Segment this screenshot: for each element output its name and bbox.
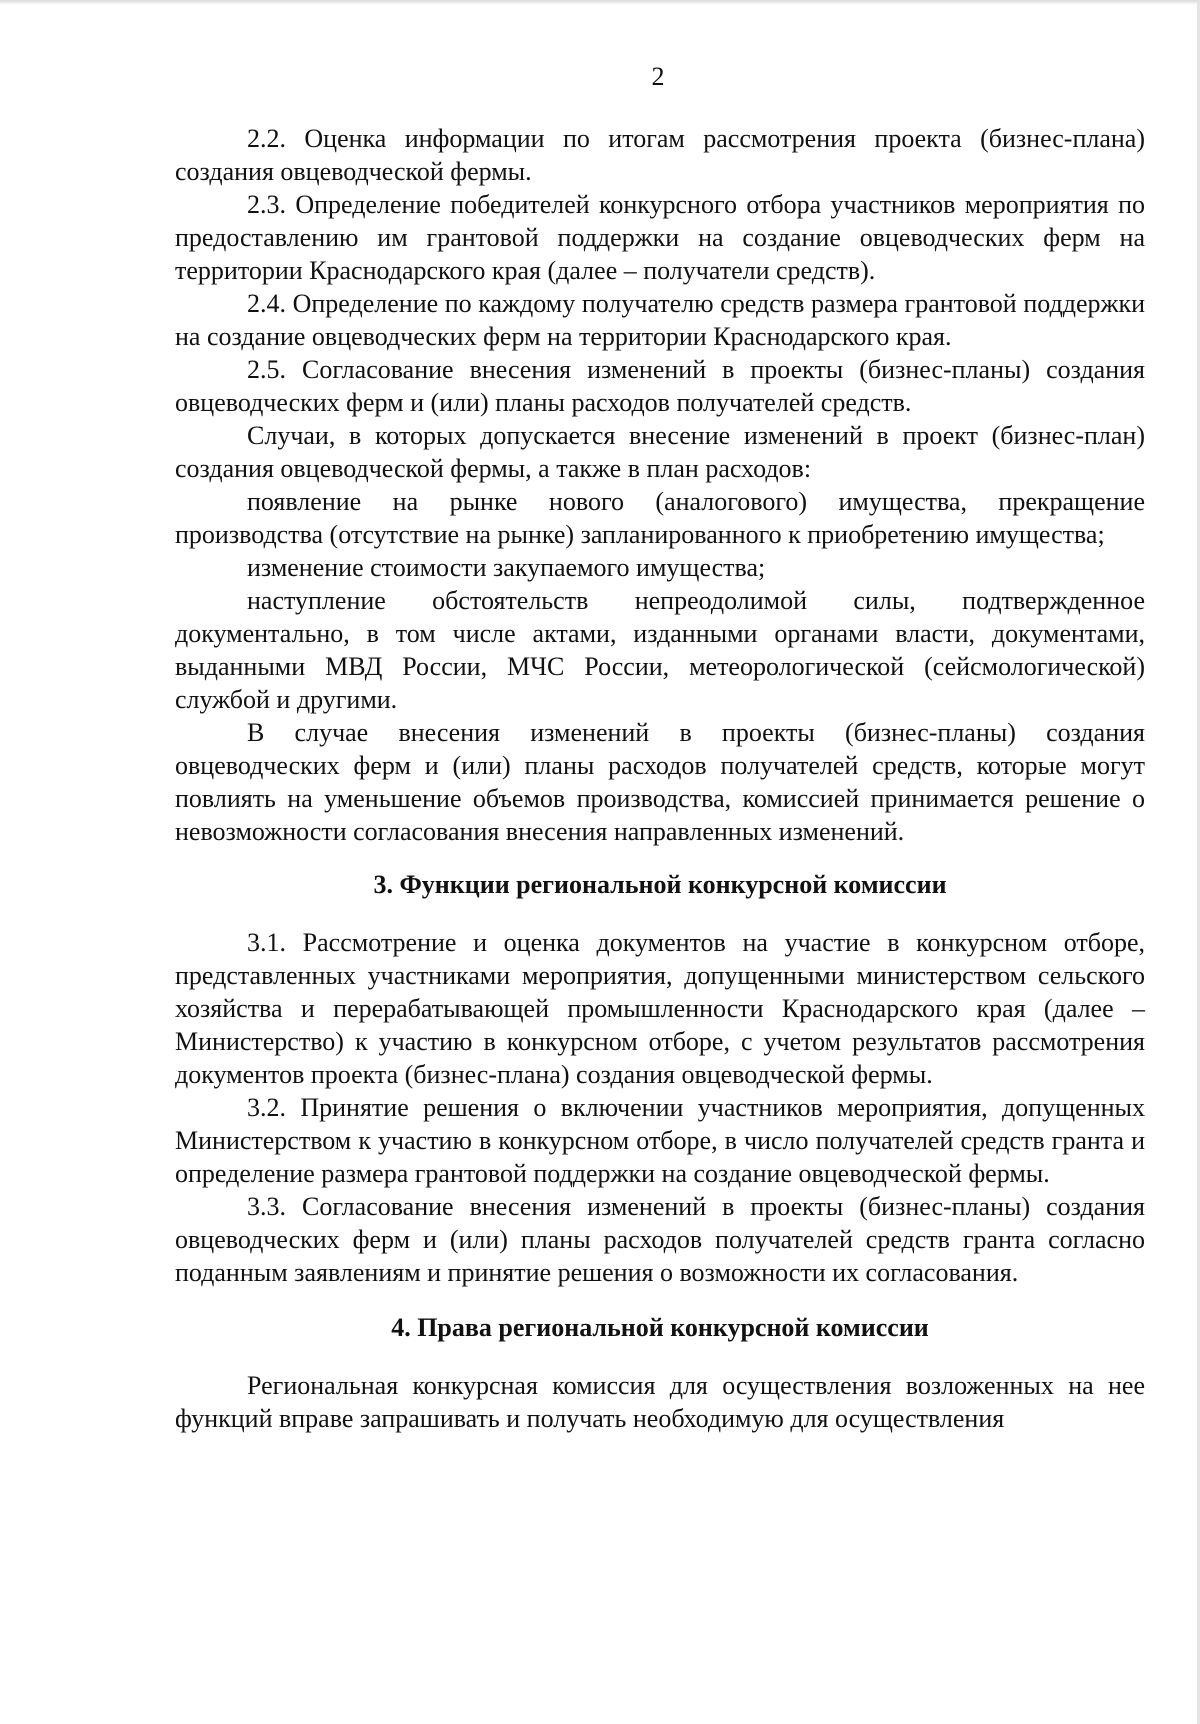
- paragraph-2-4: 2.4. Определение по каждому получателю средств размера грантовой поддержки на создание овцеводческих ферм на территории Краснодарского края.: [175, 289, 1145, 351]
- paragraph-3-2: 3.2. Принятие решения о включении участников мероприятия, допущенных Министерством к участию в конкурсном отборе, в число получателей средств гранта и определение размера грантовой поддержки на создание овцеводческой фермы.: [175, 1093, 1145, 1188]
- paragraph-change-decision: В случае внесения изменений в проекты (бизнес-планы) создания овцеводческих ферм и (или) планы расходов получателей средств, которые могут повлиять на уменьшение объемов производства, комиссией принимается решение о невозможности согласования внесения направленных изменений.: [175, 718, 1145, 846]
- paragraph-case-force-majeure: наступление обстоятельств непреодолимой силы, подтвержденное документально, в том числе актами, изданными органами власти, документами, выданными МВД России, МЧС России, метеорологической (сейсмологической) службой и другими.: [175, 586, 1145, 714]
- paragraph-case-new-property: появление на рынке нового (аналогового) имущества, прекращение производства (отсутствие на рынке) запланированного к приобретению имущества;: [175, 487, 1145, 549]
- paragraph-3-3: 3.3. Согласование внесения изменений в проекты (бизнес-планы) создания овцеводческих ферм и (или) планы расходов получателей средств гранта согласно поданным заявлениям и принятие решения о возможности их согласования.: [175, 1192, 1145, 1287]
- paragraph-2-2: 2.2. Оценка информации по итогам рассмотрения проекта (бизнес-плана) создания овцеводческой фермы.: [175, 124, 1145, 186]
- paragraph-2-5: 2.5. Согласование внесения изменений в проекты (бизнес-планы) создания овцеводческих ферм и (или) планы расходов получателей средств.: [175, 355, 1145, 417]
- paragraph-3-1: 3.1. Рассмотрение и оценка документов на участие в конкурсном отборе, представленных участниками мероприятия, допущенными министерством сельского хозяйства и перерабатывающей промышленности Краснодарского края (далее – Министерство) к участию в конкурсном отборе, с учетом результатов рассмотрения документов проекта (бизнес-плана) создания овцеводческой фермы.: [175, 928, 1145, 1089]
- section-4-heading: 4. Права региональной конкурсной комиссии: [391, 1313, 929, 1342]
- scan-edge-top: [0, 0, 1200, 5]
- document-text: [175, 122, 1145, 1435]
- paragraph-change-cases: Случаи, в которых допускается внесение изменений в проект (бизнес-план) создания овцеводческой фермы, а также в план расходов:: [175, 421, 1145, 483]
- paragraph-4-intro: Региональная конкурсная комиссия для осуществления возложенных на нее функций вправе запрашивать и получать необходимую для осуществления: [175, 1371, 1145, 1433]
- paragraph-2-3: 2.3. Определение победителей конкурсного отбора участников мероприятия по предоставлению им грантовой поддержки на создание овцеводческих ферм на территории Краснодарского края (далее – получатели средств).: [175, 190, 1145, 285]
- paragraph-case-price-change: изменение стоимости закупаемого имущества;: [247, 553, 766, 582]
- section-3-heading: 3. Функции региональной конкурсной комиссии: [373, 870, 947, 899]
- page-number: 2: [651, 62, 665, 91]
